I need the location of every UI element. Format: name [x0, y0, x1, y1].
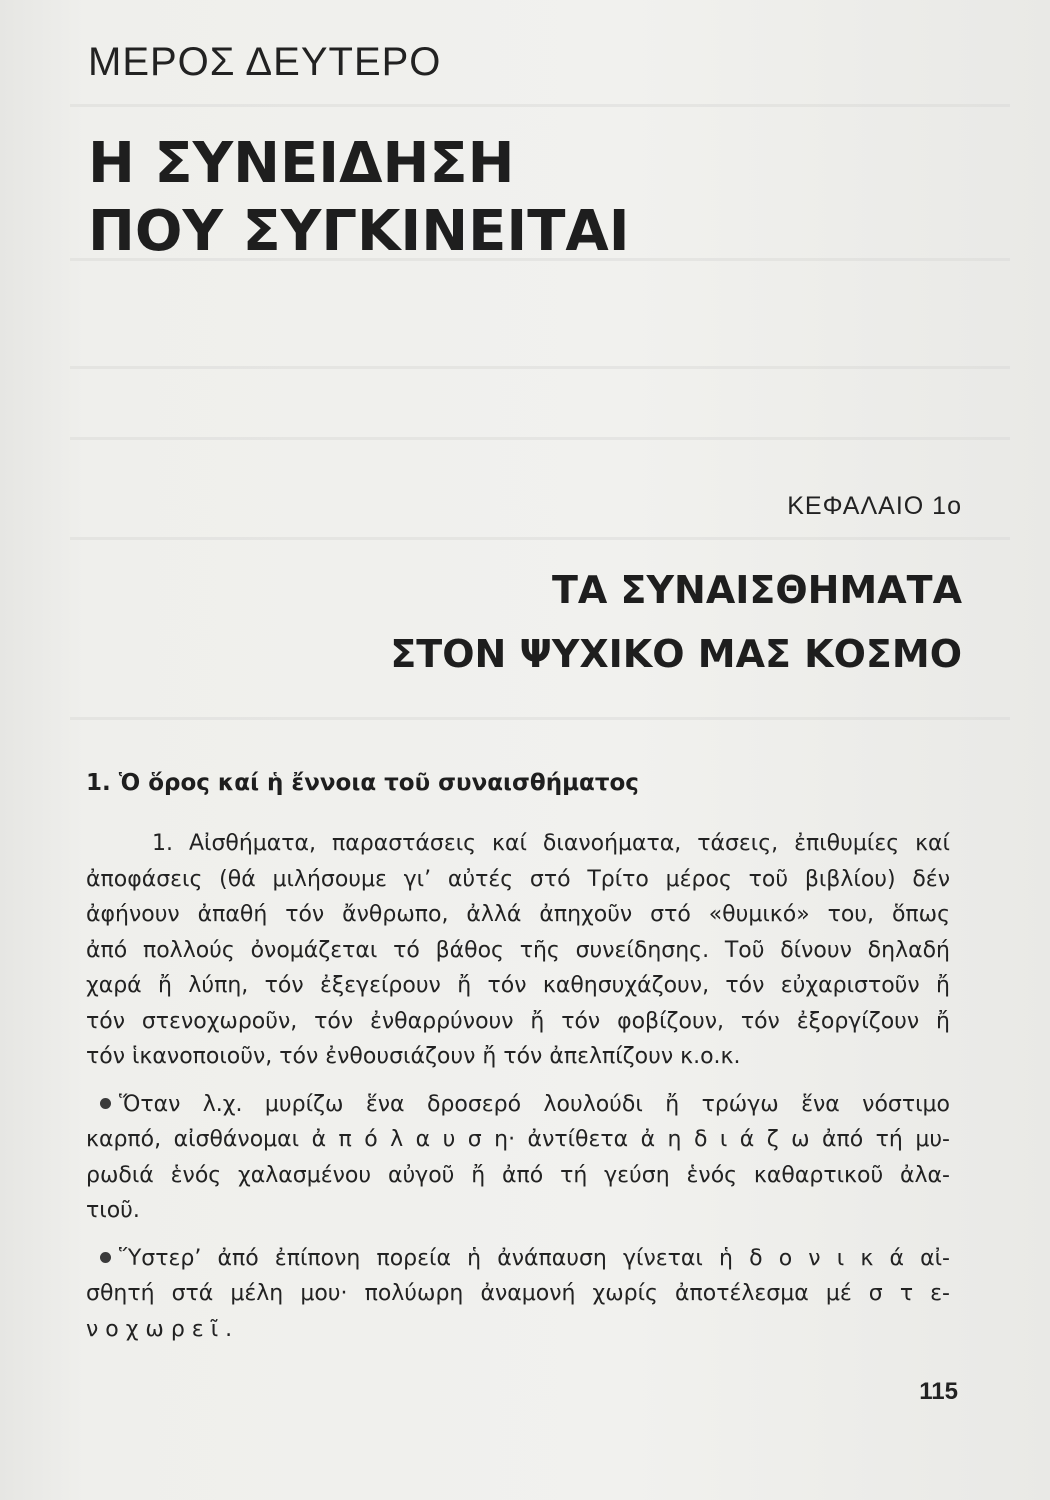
part-title	[88, 130, 630, 266]
text-line: χαρά ἤ λύπη, τόν ἐξεγείρουν ἤ τόν καθησυχάζουν, τόν εὐχαριστοῦν ἤ	[86, 973, 950, 998]
chapter-label: ΚΕΦΑΛΑΙΟ 1ο	[787, 492, 962, 520]
bullet-paragraph	[86, 1241, 950, 1348]
text-line	[86, 1241, 950, 1277]
text-line: σθητή στά μέλη μου· πολύωρη ἀναμονή χωρίς ἀποτέλεσμα μέ σ τ ε-	[86, 1281, 950, 1306]
text-line: ρωδιά ἑνός χαλασμένου αὐγοῦ ἤ ἀπό τή γεύση ἑνός καθαρτικοῦ ἀλα-	[86, 1162, 950, 1188]
part-title-line: Η ΣΥΝΕΙΔΗΣΗ	[88, 131, 515, 196]
text-line: ἀπό πολλούς ὀνομάζεται τό βάθος τῆς συνείδησης. Τοῦ δίνουν δηλαδή	[86, 937, 950, 963]
bullet-paragraph	[86, 1087, 950, 1229]
text-line: ἀποφάσεις (θά μιλήσουμε γι’ αὐτές στό Τρίτο μέρος τοῦ βιβλίου) δέν	[86, 866, 950, 892]
text-line: τόν ἱκανοποιοῦν, τόν ἐνθουσιάζουν ἤ τόν ἀπελπίζουν κ.ο.κ.	[86, 1044, 741, 1069]
bleed-through-line	[70, 537, 1010, 540]
chapter-title-line: ΤΑ ΣΥΝΑΙΣΘΗΜΑΤΑ	[551, 568, 962, 612]
bullet-text: Ὕστερ’ ἀπό ἐπίπονη πορεία ἡ ἀνάπαυση γίνεται ἡ δ ο ν ι κ ά αἰ-	[119, 1245, 950, 1271]
paragraph	[86, 826, 950, 1075]
chapter-title-line: ΣΤΟΝ ΨΥΧΙΚΟ ΜΑΣ ΚΟΣΜΟ	[390, 632, 962, 676]
chapter-title	[390, 558, 962, 686]
text-line: ν ο χ ω ρ ε ῖ .	[86, 1316, 233, 1342]
page-number: 115	[919, 1378, 958, 1405]
body-text	[86, 826, 950, 1347]
text-line: 1. Αἰσθήματα, παραστάσεις καί διανοήματα, τάσεις, ἐπιθυμίες καί	[152, 831, 950, 856]
text-line: ἀφήνουν ἀπαθή τόν ἄνθρωπο, ἀλλά ἀπηχοῦν στό «θυμικό» του, ὅπως	[86, 902, 950, 927]
bullet-icon	[100, 1098, 111, 1109]
bleed-through-line	[70, 366, 1010, 369]
part-label: ΜΕΡΟΣ ΔΕΥΤΕΡΟ	[88, 40, 442, 84]
text-line	[86, 1087, 950, 1123]
part-title-line: ΠΟΥ ΣΥΓΚΙΝΕΙΤΑΙ	[88, 199, 630, 264]
bleed-through-line	[70, 437, 1010, 440]
bullet-text: Ὅταν λ.χ. μυρίζω ἕνα δροσερό λουλούδι ἤ τρώγω ἕνα νόστιμο	[119, 1091, 950, 1117]
section-heading: 1. Ὁ ὅρος καί ἡ ἔννοια τοῦ συναισθήματος	[86, 770, 639, 796]
text-line: τιοῦ.	[86, 1198, 140, 1223]
text-line: καρπό, αἰσθάνομαι ἀ π ό λ α υ σ η· ἀντίθετα ἀ η δ ι ά ζ ω ἀπό τή μυ-	[86, 1127, 950, 1152]
bullet-icon	[100, 1252, 111, 1263]
bleed-through-line	[70, 717, 1010, 720]
bleed-through-line	[70, 104, 1010, 107]
text-line: τόν στενοχωροῦν, τόν ἐνθαρρύνουν ἤ τόν φοβίζουν, τόν ἐξοργίζουν ἤ	[86, 1008, 950, 1034]
